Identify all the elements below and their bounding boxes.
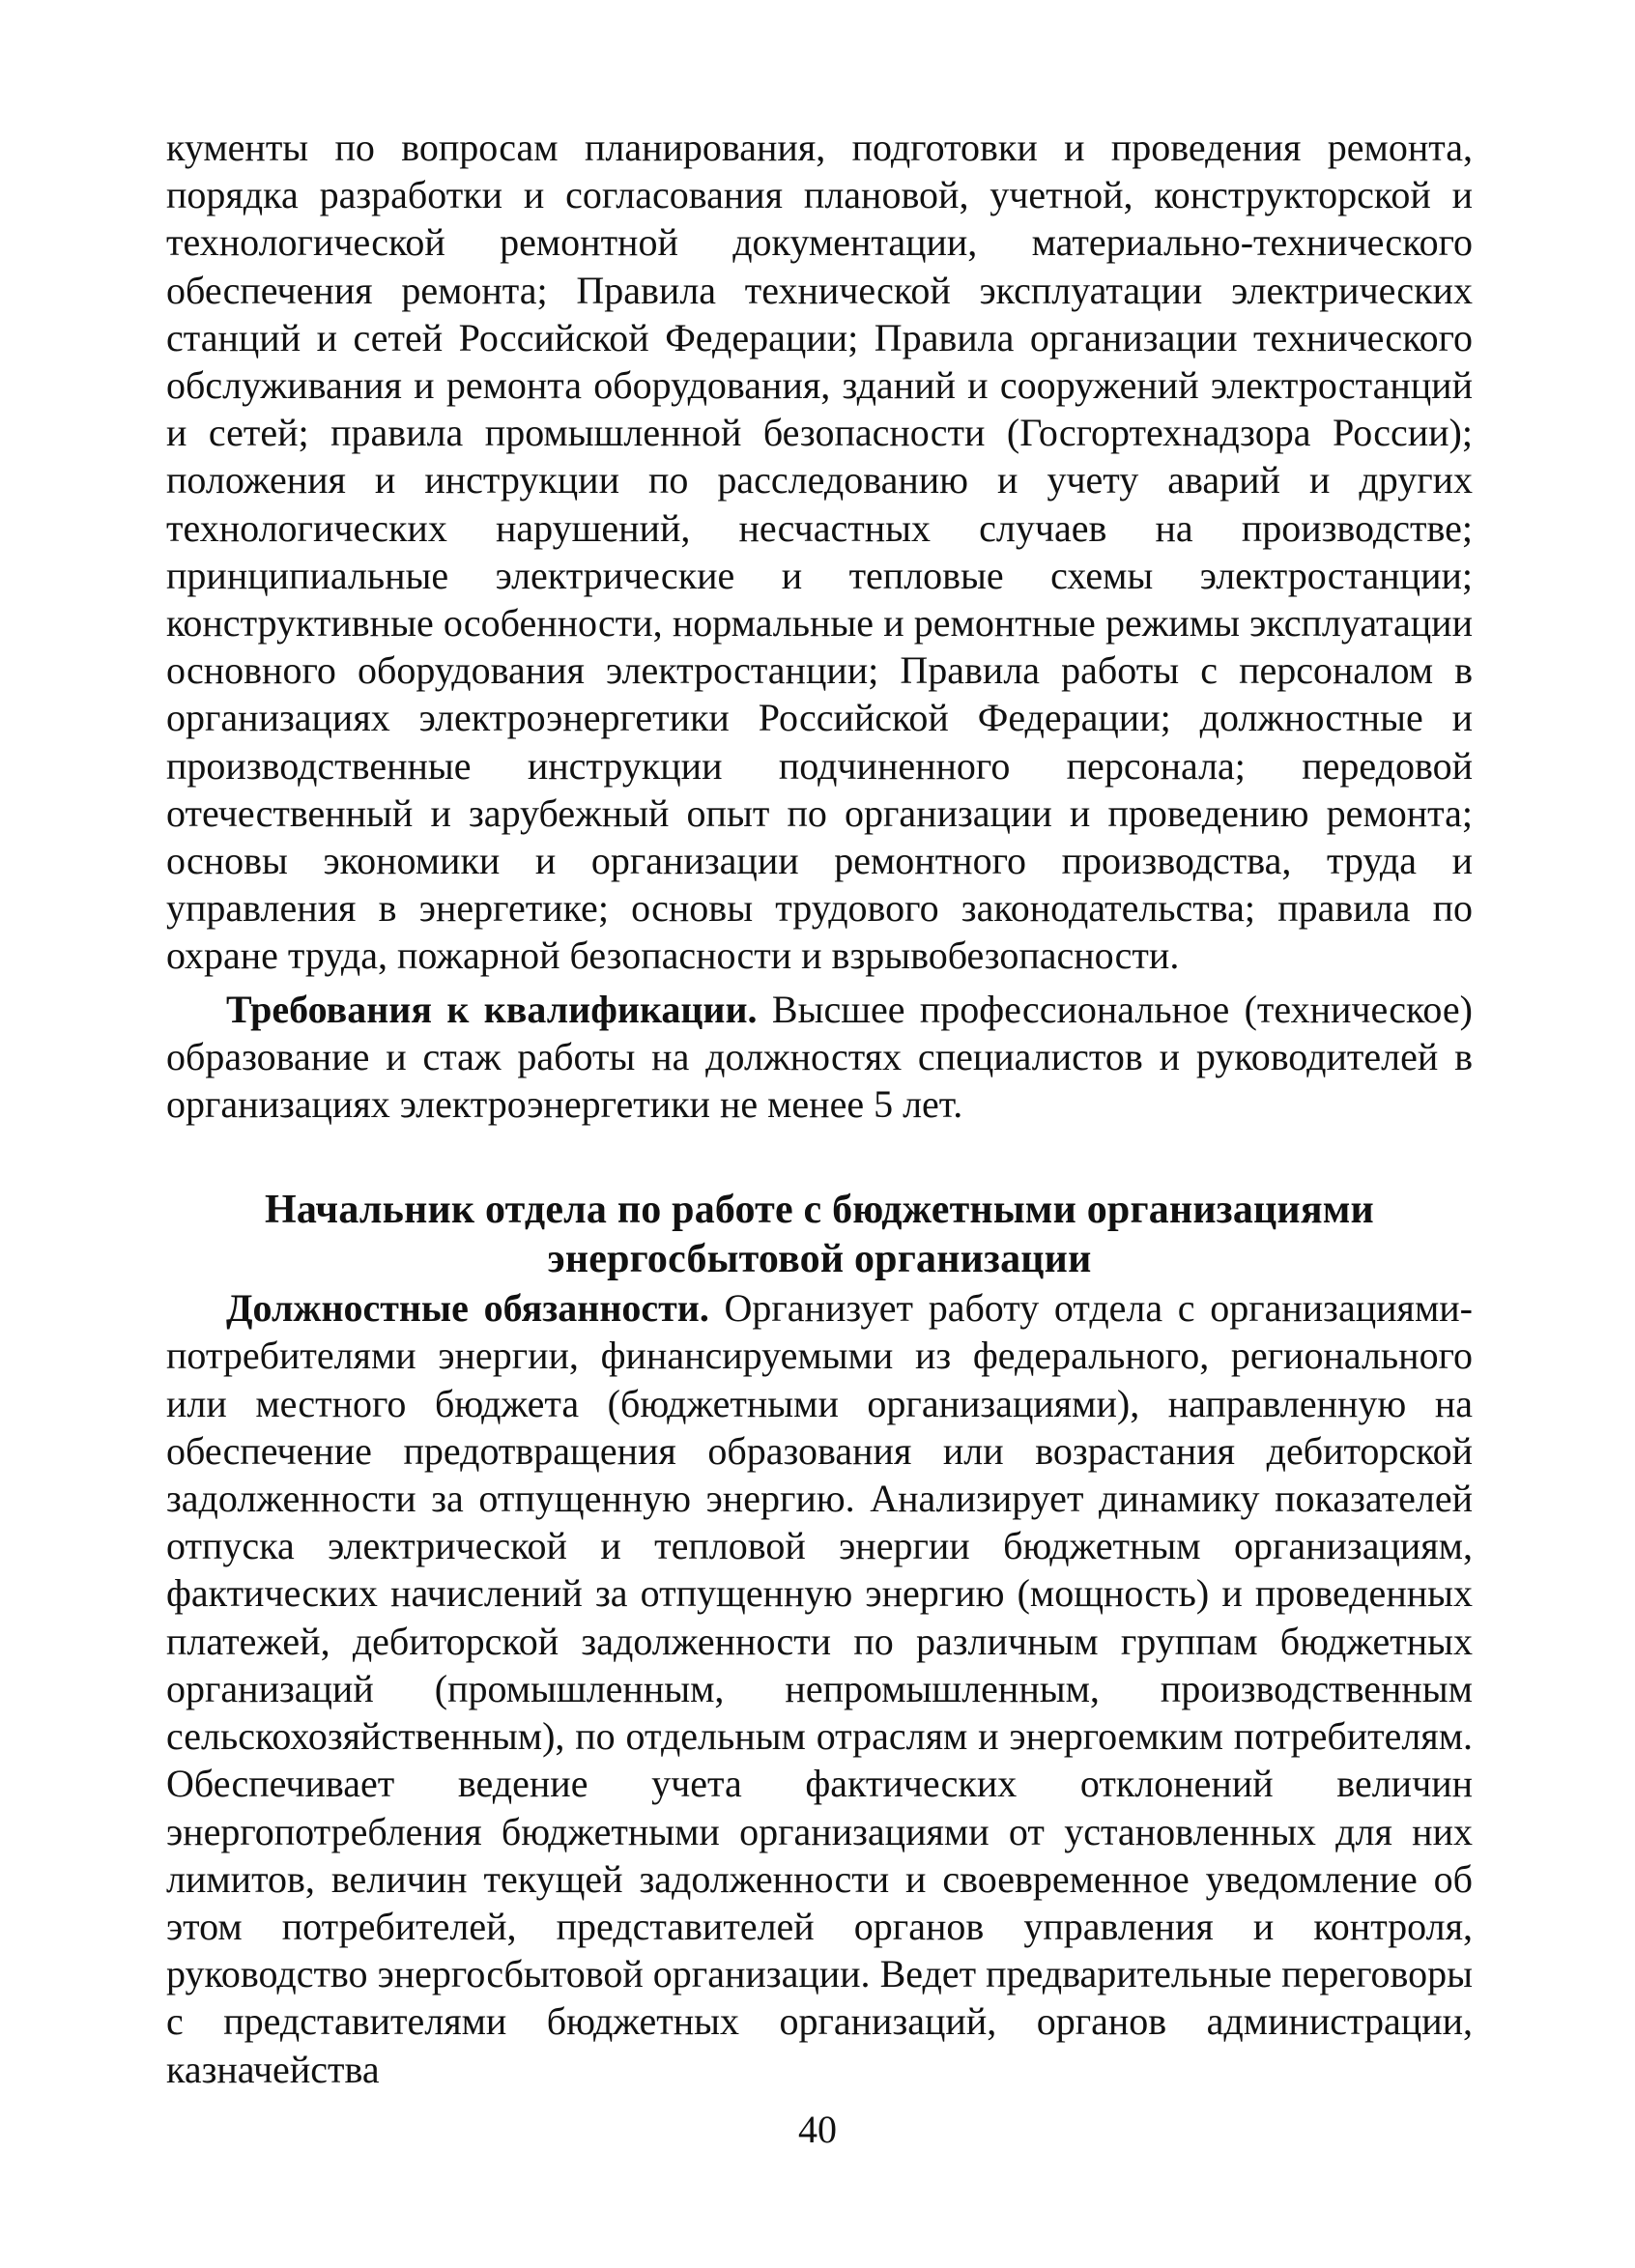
continuation-paragraph: кументы по вопросам планирования, подготовки и проведения ремонта, порядка разработки и согласования плановой, учетной, конструкторской и технологической ремонтной документации, материально-технического обеспечения ремонта; Правила технической эксплуатации электрических станций и сетей Российской Федерации; Правила организации технического обслуживания и ремонта оборудования, зданий и сооружений электростанций и сетей; правила промышленной безопасности (Госгортехнадзора России); положения и инструкции по расследованию и учету аварий и других технологических нарушений, несчастных случаев на производстве; принципиальные электрические и тепловые схемы электростанции; конструктивные особенности, нормальные и ремонтные режимы эксплуатации основного оборудования электростанции; Правила работы с персоналом в организациях электроэнергетики Российской Федерации; должностные и производственные инструкции подчиненного персонала; передовой отечественный и зарубежный опыт по организации и проведению ремонта; основы экономики и организации ремонтного производства, труда и управления в энергетике; основы трудового законодательства; правила по охране труда, пожарной безопасности и взрывобезопасности. xyxy=(166,126,1473,978)
section-title-line-2: энергосбытовой организации xyxy=(547,1237,1092,1282)
qualification-paragraph xyxy=(166,986,1473,1129)
duties-paragraph xyxy=(166,1284,1473,2092)
page-number: 40 xyxy=(798,2108,837,2151)
section-title xyxy=(166,1186,1473,1284)
qualification-text: Высшее профессиональное (техническое) образование и стаж работы на должностях специалистов и руководителей в организациях электроэнергетики не менее 5 лет. xyxy=(166,987,1473,1127)
duties-label: Должностные обязанности. xyxy=(226,1286,709,1331)
duties-text: Организует работу отдела с организациями-потребителями энергии, финансируемыми из федерального, регионального или местного бюджета (бюджетными организациями), направленную на обеспечение предотвращения образования или возрастания дебиторской задолженности за отпущенную энергию. Анализирует динамику показателей отпуска электрической и тепловой энергии бюджетным организациям, фактических начислений за отпущенную энергию (мощность) и проведенных платежей, дебиторской задолженности по различным группам бюджетных организаций (промышленным, непромышленным, производственным сельскохозяйственным), по отдельным отраслям и энергоемким потребителям. Обеспечивает ведение учета фактических отклонений величин энергопотребления бюджетными организациями от установленных для них лимитов, величин текущей задолженности и своевременное уведомление об этом потребителей, представителей органов управления и контроля, руководство энергосбытовой организации. Ведет предварительные переговоры с представителями бюджетных организаций, органов администрации, казначейства xyxy=(166,1286,1473,2091)
qualification-label: Требования к квалификации. xyxy=(226,987,758,1031)
section-title-line-1: Начальник отдела по работе с бюджетными организациями xyxy=(265,1188,1374,1233)
page-body xyxy=(166,124,1473,2093)
